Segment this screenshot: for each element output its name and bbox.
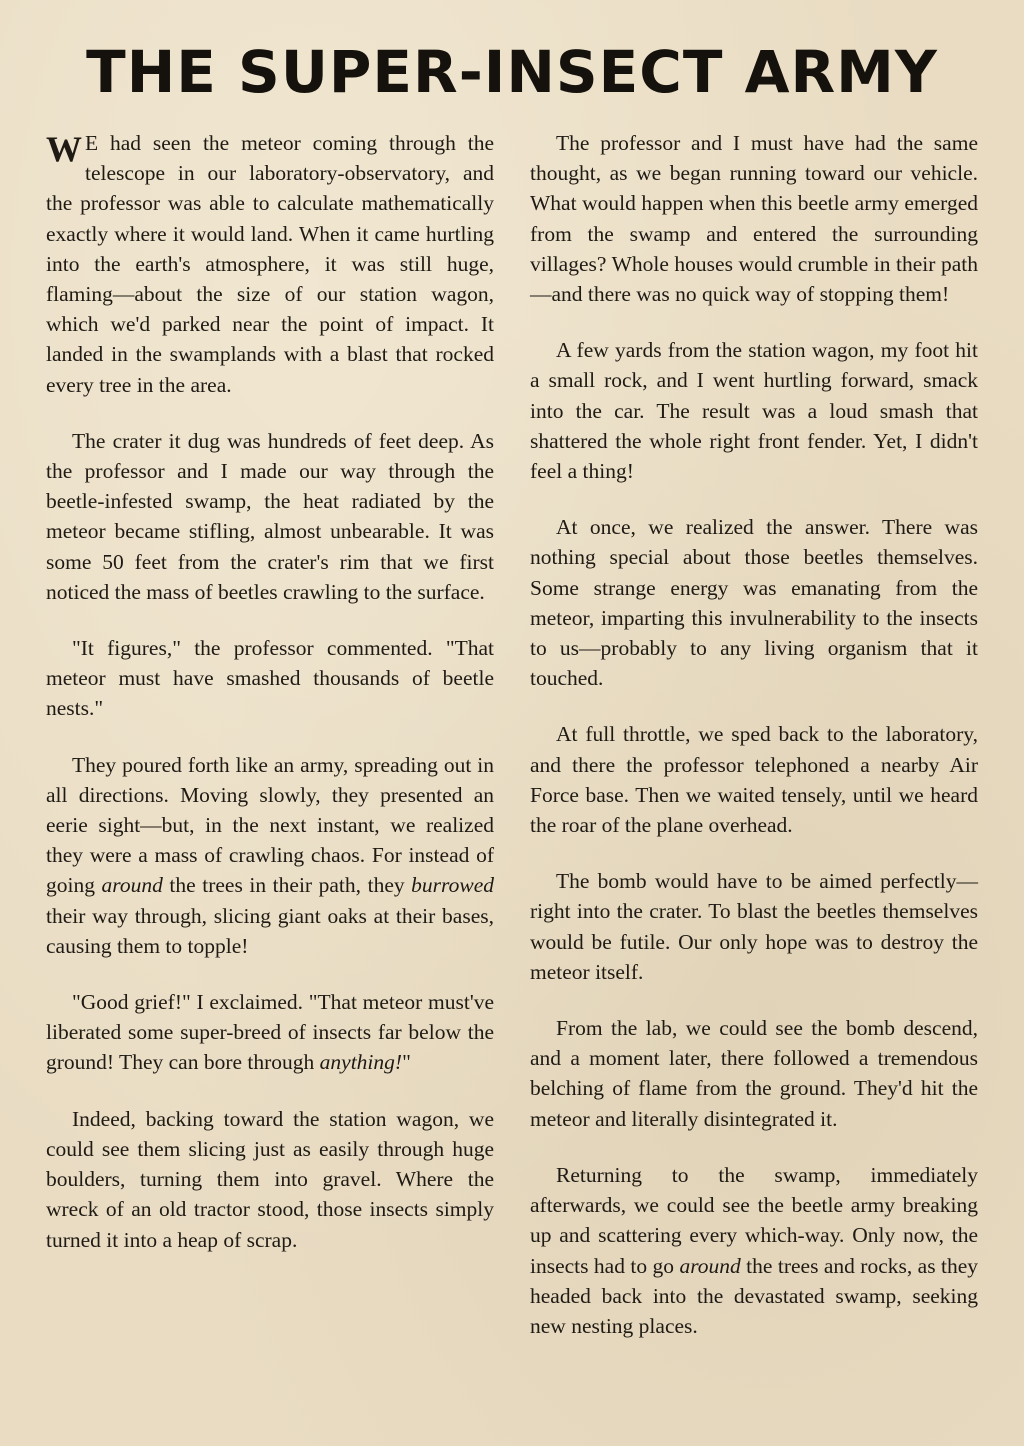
right-column: [530, 128, 978, 1367]
paragraph: The professor and I must have had the same thought, as we began running toward our vehicle. What would happen when this beetle army emerged from the swamp and entered the surrounding villages? Whole houses would crumble in their path—and there was no quick way of stopping them!: [530, 131, 978, 307]
left-column: [46, 128, 494, 1367]
emphasis: around: [679, 1253, 741, 1278]
paragraph: At once, we realized the answer. There was nothing special about those beetles themselves. Some strange energy was emanating from the meteor, imparting this invulnerability to the insects to us—probably to any living organism that it touched.: [530, 515, 978, 691]
paragraph: The crater it dug was hundreds of feet deep. As the professor and I made our way through the beetle-infested swamp, the heat radiated by the meteor became stifling, almost unbearable. It was some 50 feet from the crater's rim that we first noticed the mass of beetles crawling to the surface.: [46, 428, 494, 604]
emphasis: around: [101, 873, 163, 898]
paragraph-text: They poured forth like an army, spreading out in all directions. Moving slowly, they presented an eerie sight—but, in the next instant, we realized they were a mass of crawling chaos. For instead of going: [46, 752, 494, 898]
text-columns: [46, 128, 978, 1367]
paragraph: The bomb would have to be aimed perfectly—right into the crater. To blast the beetles themselves would be futile. Our only hope was to destroy the meteor itself.: [530, 869, 978, 984]
paragraph: [46, 987, 494, 1078]
paragraph: "It figures," the professor commented. "That meteor must have smashed thousands of beetle nests.": [46, 636, 494, 721]
drop-cap: W: [46, 129, 82, 169]
paragraph-text: Returning to the swamp, immediately afterwards, we could see the beetle army breaking up and scattering every which-way. Only now, the insects had to go: [530, 1162, 978, 1278]
paragraph: Indeed, backing toward the station wagon, we could see them slicing just as easily through huge boulders, turning them into gravel. Where the wreck of an old tractor stood, those insects simply turned it into a heap of scrap.: [46, 1106, 494, 1252]
paragraph: [46, 750, 494, 961]
paragraph-text: "Good grief!" I exclaimed. "That meteor must've liberated some super-breed of insects far below the ground! They can bore through: [46, 990, 494, 1075]
paragraph-text: the trees in their path, they: [162, 873, 412, 898]
paragraph: [530, 1160, 978, 1341]
story-title: THE SUPER-INSECT ARMY: [86, 38, 938, 106]
paragraph-text: ": [402, 1050, 411, 1075]
paragraph: At full throttle, we sped back to the laboratory, and there the professor telephoned a nearby Air Force base. Then we waited tensely, until we heard the roar of the plane overhead.: [530, 722, 978, 838]
paragraph-text: E had seen the meteor coming through the telescope in our laboratory-observatory, and the professor was able to calculate mathematically exactly where it would land. When it came hurtling into the earth's atmosphere, it was still huge, flaming—about the size of our station wagon, which we'd parked near the point of impact. It landed in the swamplands with a blast that rocked every tree in the area.: [46, 131, 494, 397]
emphasis: burrowed: [411, 873, 494, 898]
paragraph-text: the trees and rocks, as they headed back into the devastated swamp, seeking new nesting places.: [530, 1253, 978, 1338]
paragraph: From the lab, we could see the bomb descend, and a moment later, there followed a tremendous belching of flame from the ground. They'd hit the meteor and literally disintegrated it.: [530, 1016, 978, 1131]
paragraph-text: their way through, slicing giant oaks at their bases, causing them to topple!: [46, 903, 494, 958]
emphasis: anything!: [319, 1050, 403, 1075]
paragraph: A few yards from the station wagon, my foot hit a small rock, and I went hurtling forward, smack into the car. The result was a loud smash that shattered the whole right front fender. Yet, I didn't feel a thing!: [530, 338, 978, 484]
paragraph: [46, 128, 494, 400]
